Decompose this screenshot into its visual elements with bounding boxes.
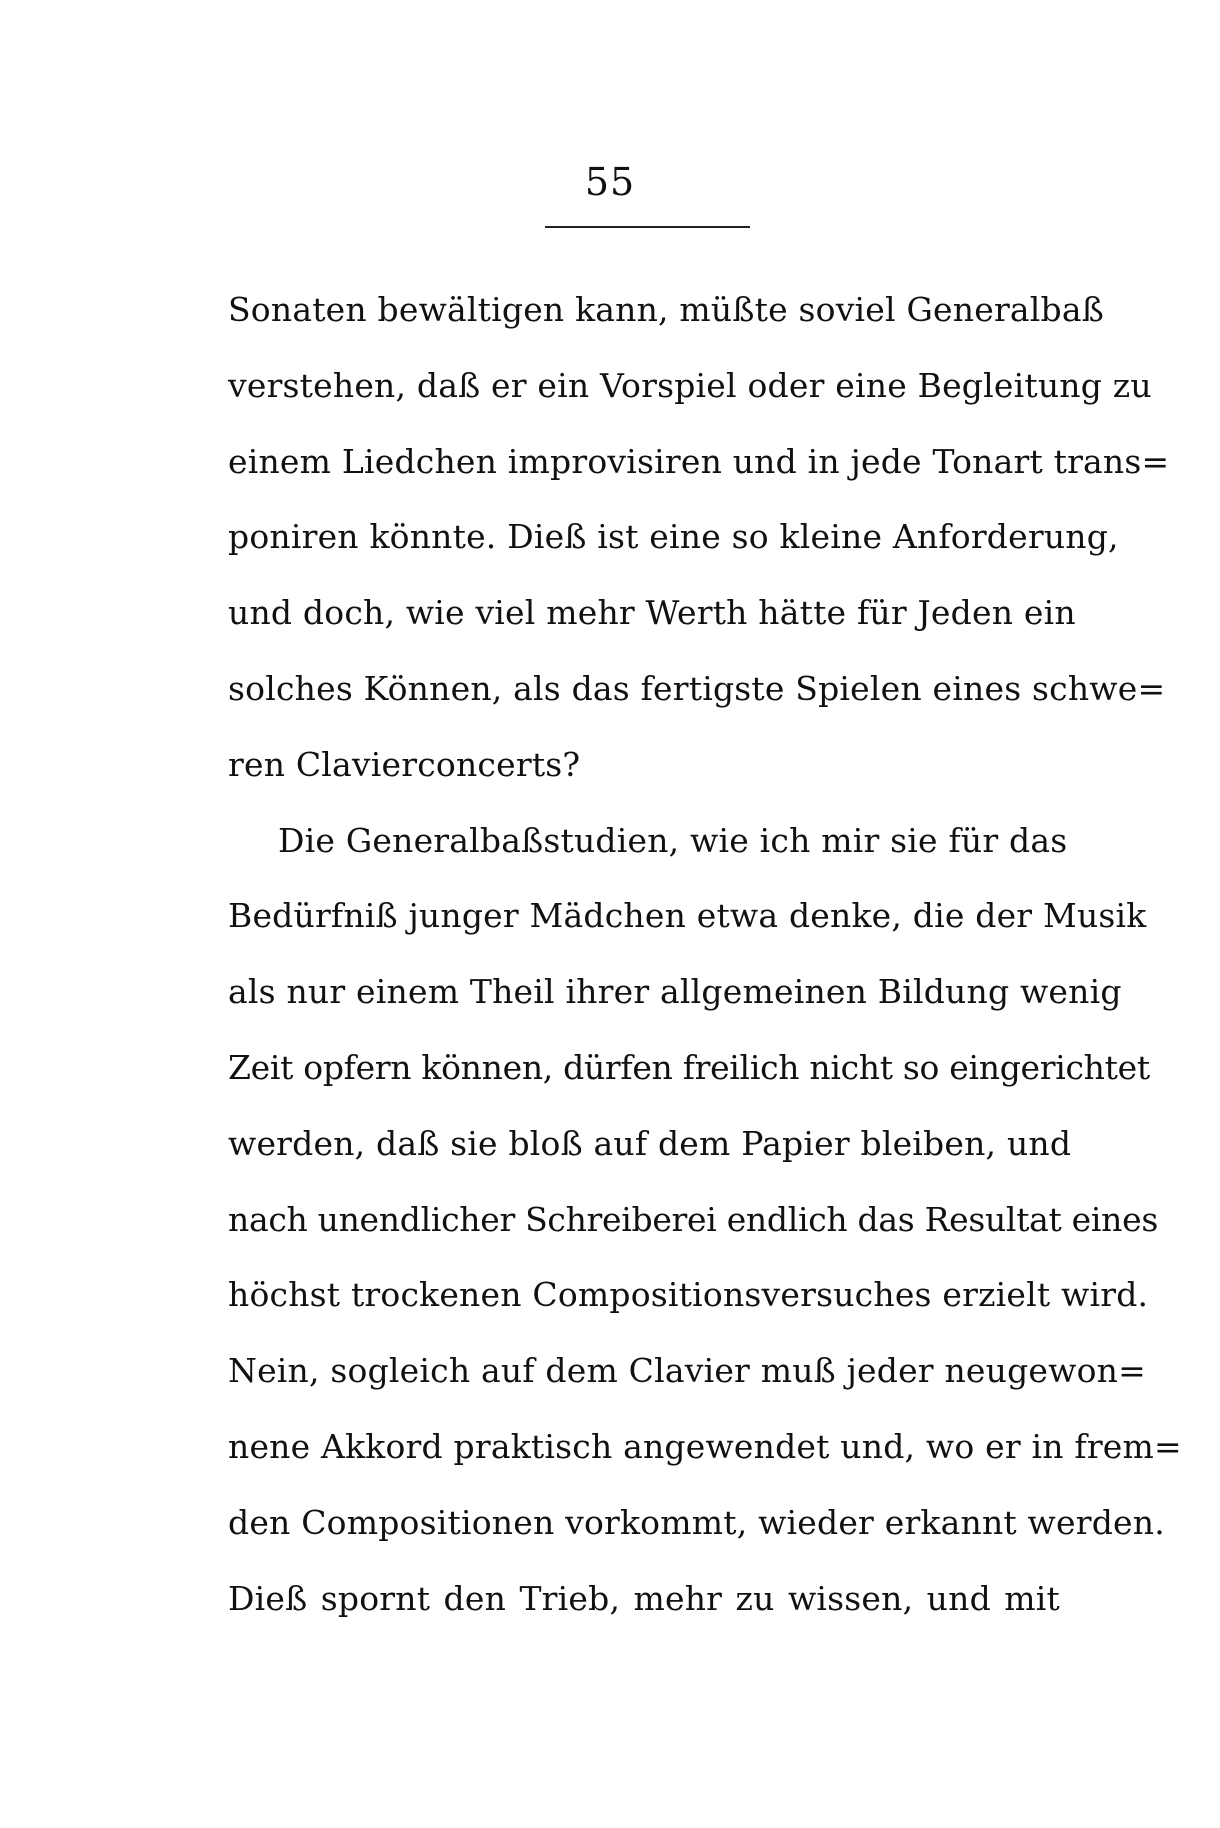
text-line: nene Akkord praktisch angewendet und, wo er in frem=: [228, 1426, 1182, 1466]
text-line: Sonaten bewältigen kann, müßte soviel Generalbaß: [228, 290, 1104, 329]
text-line: verstehen, daß er ein Vorspiel oder eine Begleitung zu: [228, 365, 1152, 405]
text-line: Zeit opfern können, dürfen freilich nicht so eingerichtet: [228, 1047, 1150, 1087]
paragraph-end-line: ren Clavierconcerts?: [228, 744, 581, 784]
header-rule: [545, 226, 750, 228]
text-line: einem Liedchen improvisiren und in jede Tonart trans=: [228, 441, 1170, 481]
text-line: solches Können, als das fertigste Spielen eines schwe=: [228, 668, 1166, 708]
text-line: den Compositionen vorkommt, wieder erkannt werden.: [228, 1502, 1165, 1542]
text-line: Bedürfniß junger Mädchen etwa denke, die der Musik: [228, 896, 1147, 936]
text-line: und doch, wie viel mehr Werth hätte für Jeden ein: [228, 593, 1076, 633]
text-line: poniren könnte. Dieß ist eine so kleine Anforderung,: [228, 517, 1119, 557]
text-line: höchst trockenen Compositionsversuches erzielt wird.: [228, 1275, 1149, 1315]
body-text: [228, 288, 1182, 1652]
text-line: Dieß spornt den Trieb, mehr zu wissen, und mit: [228, 1578, 1060, 1618]
paragraph-start-line: Die Generalbaßstudien, wie ich mir sie für das: [278, 820, 1068, 860]
text-line: als nur einem Theil ihrer allgemeinen Bildung wenig: [228, 972, 1122, 1012]
text-line: nach unendlicher Schreiberei endlich das Resultat eines: [228, 1199, 1158, 1239]
page-number: 55: [584, 160, 636, 204]
text-line: Nein, sogleich auf dem Clavier muß jeder neugewon=: [228, 1351, 1146, 1391]
text-line: werden, daß sie bloß auf dem Papier bleiben, und: [228, 1123, 1072, 1163]
